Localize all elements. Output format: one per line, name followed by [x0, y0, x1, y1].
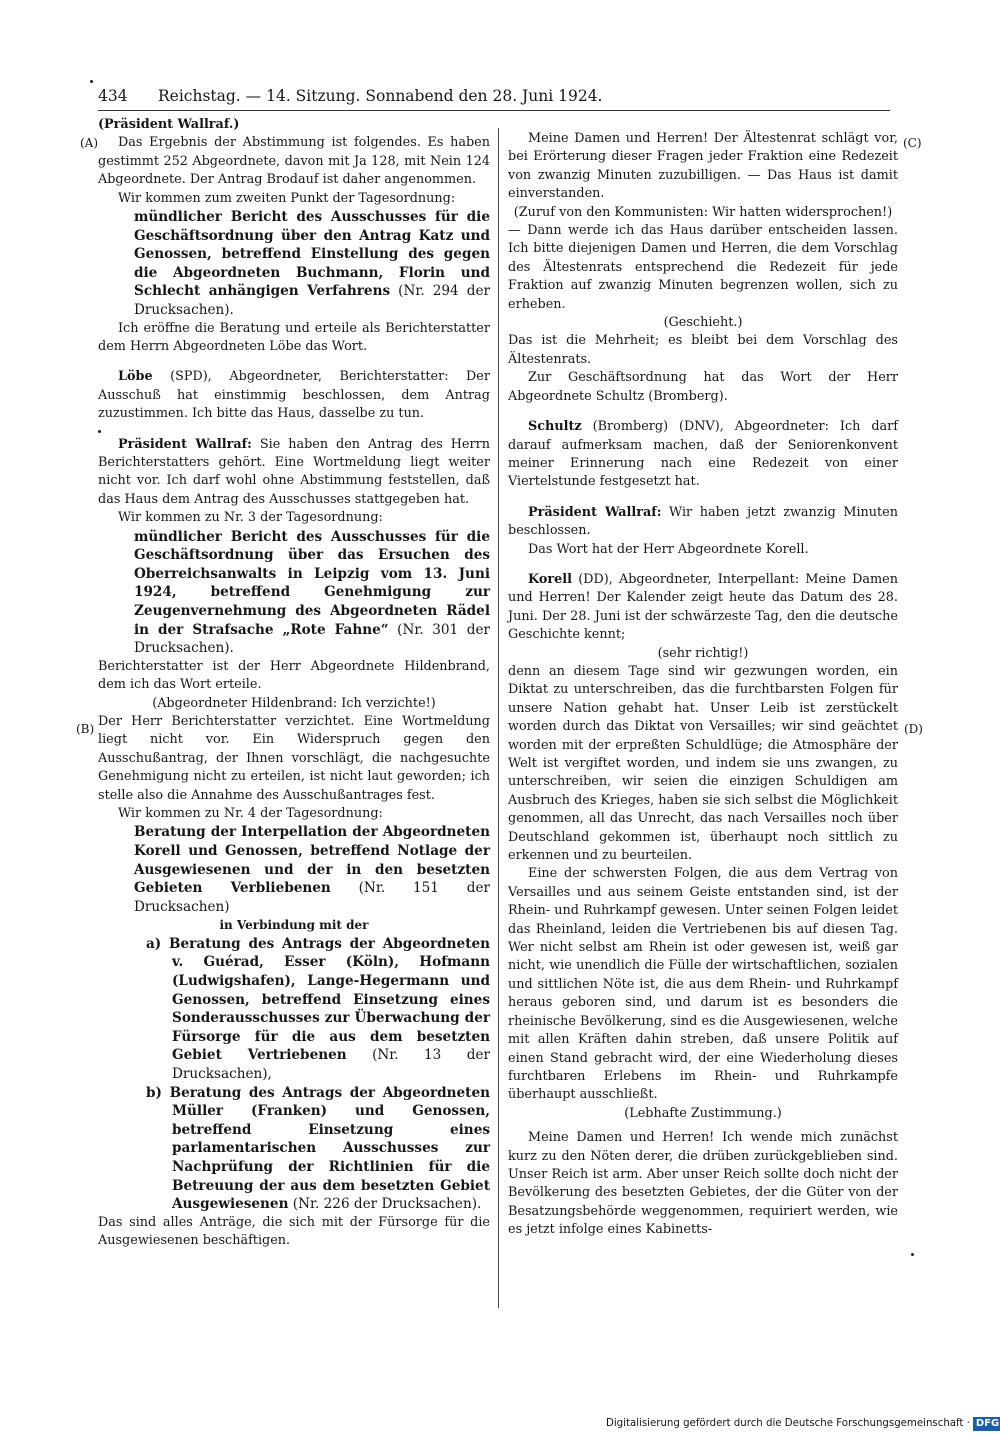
interjection: (Geschieht.) — [663, 315, 743, 331]
sub-item-a — [98, 935, 490, 1084]
paragraph: Ich eröffne die Beratung und erteile als Berichterstatter dem Herrn Abgeordneten Löbe das Wort. — [98, 320, 490, 354]
spacer — [508, 559, 898, 571]
left-column — [98, 116, 490, 1251]
running-title: Reichstag. — 14. Sitzung. Sonnabend den 28. Juni 1924. — [158, 87, 603, 105]
interjection: (Abgeordneter Hildenbrand: Ich verzichte!) — [152, 695, 436, 711]
paragraph: Eine der schwersten Folgen, die aus dem Vertrag von Versailles und aus seinem Geiste entstanden sind, ist der Rhein- und Ruhrkampf gewesen. Unter seinen Folgen leidet das Rheinland, leiden die Vertriebenen bis auf diesen Tag. Wer nicht selbst am Rhein ist oder gewesen ist, weiß gar nicht, wie unendlich die Fülle der wirtschaftlichen, sozialen und sittlichen Nöte ist, die aus dem Rhein- und Ruhrkampf heraus geboren sind, und darum ist es besonders die rheinische Bevölkerung, sind es die Ausgewiesenen, welche mit allen Kräften dahin streben, daß unsere Politik auf einen Stand gebracht wird, der eine Wiederholung dieses furchtbaren Erlebens im Rhein- und Ruhrkampfe überhaupt ausschließt. — [508, 866, 898, 1103]
agenda-item-ref: (Nr. 301 der Drucksachen). — [134, 621, 490, 657]
speech-text: (DD), Abgeordneter, Interpellant: Meine Damen und Herren! Der Kalender zeigt heute das Datum des 28. Juni. Der 28. Juni ist der schwärzeste Tag, den die deutsche Geschichte kennt; — [508, 571, 898, 643]
paragraph: Zur Geschäftsordnung hat das Wort der Herr Abgeordnete Schultz (Bromberg). — [508, 370, 898, 404]
scan-speck — [911, 1253, 914, 1256]
paragraph: Berichterstatter ist der Herr Abgeordnete Hildenbrand, dem ich das Wort erteile. — [98, 658, 490, 693]
paragraph: denn an diesem Tage sind wir gezwungen worden, ein Diktat zu unterschreiben, das die furchtbarsten Folgen für unsere Nation gehabt hat. Unser Leib ist zerstückelt worden durch das Diktat von Versailles; wir sind geächtet worden mit der erpreßten Schuldlüge; die Atmosphäre der Welt ist vergiftet worden, und indem sie uns zwangen, zu unterschreiben, wir seien die einzigen Schuldigen am Ausbruch des Krieges, haben sie sich selbst die Möglichkeit genommen, all das Unrecht, das nach Versailles noch über Deutschland gekommen ist, überhaupt noch sittlich zu erkennen und zu beurteilen. — [508, 663, 898, 864]
paragraph: Wir kommen zu Nr. 4 der Tagesordnung: — [118, 806, 383, 822]
agenda-item-4 — [98, 823, 490, 916]
column-divider — [498, 128, 499, 1308]
speaker-name: Schultz — [528, 419, 582, 435]
agenda-item-2 — [98, 208, 490, 320]
speech-president — [508, 504, 898, 541]
speech-text: (SPD), Abgeordneter, Berichterstatter: Der Ausschuß hat einstimmig beschlossen, dem Antrag zuzustimmen. Ich bitte das Haus, dasselbe zu tun. — [98, 369, 490, 422]
scan-speck — [98, 430, 101, 433]
agenda-item-title: Beratung der Interpellation der Abgeordneten Korell und Genossen, betreffend Notlage der Ausgewiesenen und der in den besetzten Gebieten Verbliebenen — [134, 824, 490, 897]
sub-item-ref: (Nr. 13 der Drucksachen), — [172, 1047, 490, 1082]
margin-marker-c: (C) — [903, 136, 922, 150]
speech-schultz — [508, 418, 898, 492]
speech-text: Wir haben jetzt zwanzig Minuten beschlossen. — [508, 504, 898, 539]
spacer — [98, 424, 490, 436]
interjection: (sehr richtig!) — [657, 645, 749, 661]
speaker-name: Löbe — [118, 369, 153, 385]
margin-marker-b: (B) — [76, 722, 95, 736]
sub-item-ref: (Nr. 226 der Drucksachen). — [288, 1196, 482, 1213]
agenda-item-3 — [98, 528, 490, 658]
agenda-item-ref: (Nr. 294 der Drucksachen). — [134, 283, 490, 318]
paragraph: Das ist die Mehrheit; es bleibt bei dem Vorschlag des Ältestenrats. — [508, 333, 898, 367]
paragraph: Meine Damen und Herren! Der Ältestenrat schlägt vor, bei Erörterung dieser Fragen jeder Fraktion eine Redezeit von zwanzig Minuten zuzubilligen. — Das Haus ist damit einverstanden. — [508, 131, 898, 202]
paragraph: Wir kommen zu Nr. 3 der Tagesordnung: — [118, 510, 383, 526]
dfg-logo: DFG — [973, 1417, 1000, 1431]
sub-item-label: b) — [146, 1084, 162, 1101]
speech-text: (Bromberg) (DNV), Abgeordneter: Ich darf darauf aufmerksam machen, daß der Seniorenkonvent meiner Erinnerung nach eine Redezeit von einer Viertelstunde festgesetzt hat. — [508, 419, 898, 490]
page-number: 434 — [98, 87, 128, 105]
connector-line: in Verbindung mit der — [219, 918, 369, 933]
header-rule — [98, 110, 890, 111]
paragraph: Der Herr Berichterstatter verzichtet. Eine Wortmeldung liegt nicht vor. Ein Widerspruch gegen den Ausschußantrag, der Ihnen vorschlägt, die nachgesuchte Genehmigung nicht zu erteilen, ist nicht laut geworden; ich stelle also die Annahme des Ausschußantrages fest. — [98, 714, 490, 803]
speech-text: Sie haben den Antrag des Herrn Berichterstatters gehört. Eine Wortmeldung liegt weiter nicht vor. Ich darf wohl ohne Abstimmung feststellen, daß das Haus dem Antrag des Ausschusses stattgegeben hat. — [98, 436, 490, 507]
paragraph: Das Ergebnis der Abstimmung ist folgendes. Es haben gestimmt 252 Abgeordnete, davon mit Ja 128, mit Nein 124 Abgeordnete. Der Antrag Brodauf ist daher angenommen. — [98, 135, 490, 188]
sub-item-title: Beratung des Antrags der Abgeordneten Müller (Franken) und Genossen, betreffend Einsetzung eines parlamentarischen Ausschusses zur Nachprüfung der Richtlinien für die Betreuung der aus dem besetzten Gebiet Ausgewiesenen — [169, 1084, 490, 1213]
sub-item-title: Beratung des Antrags der Abgeordneten v. Guérad, Esser (Köln), Hofmann (Ludwigshafen), Lange-Hegermann und Genossen, betreffend Einsetzung eines Sonderausschusses zur Überwachung der Fürsorge für die aus dem besetzten Gebiet Vertriebenen — [169, 935, 491, 1064]
speech-president — [98, 436, 490, 510]
scan-speck — [90, 80, 93, 83]
speaker-head: (Präsident Wallraf.) — [98, 117, 240, 132]
speaker-name: Präsident Wallraf: — [118, 436, 252, 452]
running-header — [98, 86, 718, 106]
spacer — [98, 356, 490, 368]
sub-item-b — [98, 1084, 490, 1214]
paragraph: — Dann werde ich das Haus darüber entscheiden lassen. Ich bitte diejenigen Damen und Herren, die dem Vorschlag des Ältestenrats entsprechend die Redezeit für jede Fraktion auf zwanzig Minuten begrenzen wollen, sich zu erheben. — [508, 223, 898, 312]
margin-marker-a: (A) — [80, 136, 99, 150]
right-column — [508, 130, 898, 1240]
sub-item-label: a) — [146, 935, 162, 952]
spacer — [508, 406, 898, 418]
paragraph: Das sind alles Anträge, die sich mit der Fürsorge für die Ausgewiesenen beschäftigen. — [98, 1214, 490, 1249]
credit-text: Digitalisierung gefördert durch die Deutsche Forschungsgemeinschaft — [606, 1418, 964, 1429]
paragraph: Das Wort hat der Herr Abgeordnete Korell. — [528, 541, 809, 557]
spacer — [508, 492, 898, 504]
margin-marker-d: (D) — [904, 722, 923, 736]
agenda-item-title: mündlicher Bericht des Ausschusses für die Geschäftsordnung über das Ersuchen des Oberreichsanwalts in Leipzig vom 13. Juni 1924, betreffend Genehmigung zur Zeugenvernehmung des Abgeordneten Rädel in der Strafsache „Rote Fahne“ — [134, 528, 490, 638]
interjection: (Lebhafte Zustimmung.) — [624, 1105, 782, 1121]
paragraph: Wir kommen zum zweiten Punkt der Tagesordnung: — [118, 190, 456, 206]
interjection: (Zuruf von den Kommunisten: Wir hatten widersprochen!) — [513, 204, 893, 220]
speech-loebe — [98, 368, 490, 423]
digitization-credit: Digitalisierung gefördert durch die Deutsche Forschungsgemeinschaft · DFG — [606, 1417, 986, 1431]
paragraph: Meine Damen und Herren! Ich wende mich zunächst kurz zu den Nöten derer, die drüben zurückgeblieben sind. Unser Reich ist arm. Aber unser Reich sollte doch nicht der Bevölkerung des besetzten Gebietes, der die Güter von der Besatzungsbehörde weggenommen, requiriert werden, wie es jetzt infolge eines Kabinetts- — [508, 1130, 898, 1238]
speaker-name: Korell — [528, 571, 572, 587]
agenda-item-title: mündlicher Bericht des Ausschusses für die Geschäftsordnung über den Antrag Katz und Genossen, betreffend Einstellung des gegen die Abgeordneten Buchmann, Florin und Schlecht anhängigen Verfahrens — [134, 209, 490, 300]
speaker-name: Präsident Wallraf: — [528, 504, 662, 520]
agenda-item-ref: (Nr. 151 der Drucksachen) — [134, 880, 490, 915]
speech-korell — [508, 571, 898, 645]
